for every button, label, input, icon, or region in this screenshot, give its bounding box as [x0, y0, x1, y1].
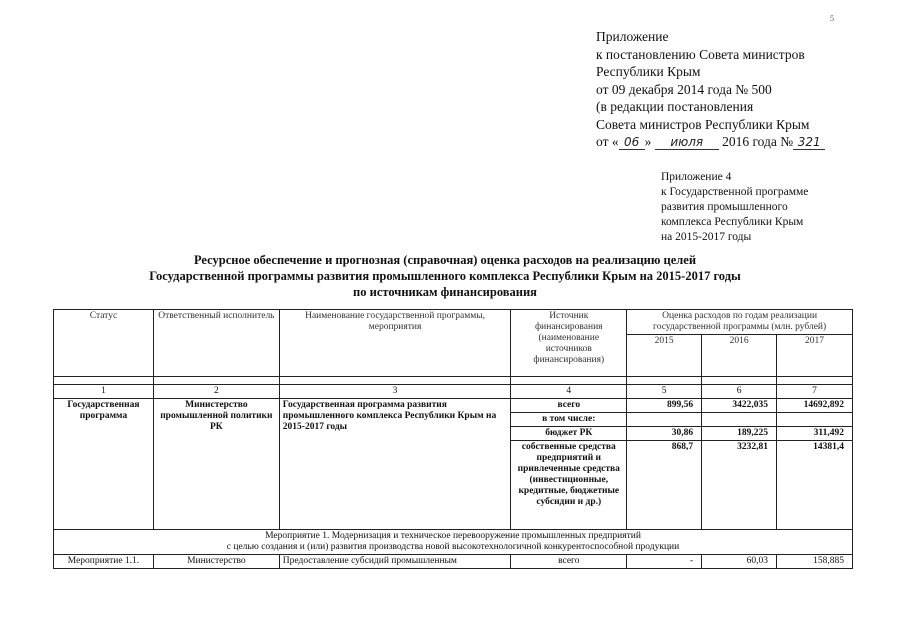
value-2015: 30,86 [627, 427, 702, 441]
value-2016: 3232,81 [702, 441, 777, 530]
column-number: 3 [279, 385, 511, 399]
value-2017 [777, 413, 853, 427]
spacer-cell [279, 377, 511, 385]
header-row [54, 310, 853, 335]
source-cell: собственные средства предприятий и привлеченные средства (инвестиционные, кредитные, бюджетные субсидии и др.) [511, 441, 627, 530]
spacer-cell [511, 377, 627, 385]
measure-name: Предоставление субсидий промышленным [279, 555, 511, 569]
handwritten-number: 321 [793, 135, 825, 150]
attachment-4-line: развития промышленного [661, 201, 788, 213]
program-status: Государственная программа [54, 399, 154, 530]
header-executor: Ответственный исполнитель [153, 310, 279, 377]
column-number-row [54, 385, 853, 399]
title-line-3: по источникам финансирования [353, 285, 537, 299]
header-year-2017: 2017 [777, 335, 853, 377]
page-number: 5 [830, 14, 834, 23]
source-cell: в том числе: [511, 413, 627, 427]
header-status: Статус [54, 310, 154, 377]
source-cell: всего [511, 399, 627, 413]
column-number: 1 [54, 385, 154, 399]
measure-heading-row [54, 530, 853, 555]
measure-heading [54, 530, 853, 555]
value-2015 [627, 413, 702, 427]
attachment-4-line: на 2015-2017 годы [661, 231, 752, 243]
value-2016: 60,03 [702, 555, 777, 569]
value-2015: 899,56 [627, 399, 702, 413]
measure-status: Мероприятие 1.1. [54, 555, 154, 569]
value-2017: 311,492 [777, 427, 853, 441]
value-2017: 14381,4 [777, 441, 853, 530]
attachment-main-line: к постановлению Совета министров [596, 46, 805, 62]
attachment-main [596, 28, 896, 151]
source-cell: всего [511, 555, 627, 569]
value-2017: 158,885 [777, 555, 853, 569]
header-source: Источник финансирования (наименование источников финансирования) [511, 310, 627, 377]
header-year-2016: 2016 [702, 335, 777, 377]
date-mid: » [644, 134, 655, 149]
attachment-main-line: от 09 декабря 2014 года № 500 [596, 81, 772, 97]
spacer-cell [627, 377, 702, 385]
title-line-2: Государственной программы развития промышленного комплекса Республики Крым на 2015-2017 годы [149, 269, 741, 283]
source-cell: бюджет РК [511, 427, 627, 441]
spacer-cell [153, 377, 279, 385]
column-number: 6 [702, 385, 777, 399]
value-2016 [702, 413, 777, 427]
measure-executor: Министерство [153, 555, 279, 569]
attachment-main-line: (в редакции постановления [596, 99, 754, 114]
header-name: Наименование государственной программы, мероприятия [279, 310, 511, 377]
column-number: 5 [627, 385, 702, 399]
spacer-cell [54, 377, 154, 385]
spacer-cell [777, 377, 853, 385]
amendment-date-line [596, 133, 896, 151]
attachment-4-line: комплекса Республики Крым [661, 216, 804, 228]
program-row-total [54, 399, 853, 413]
document-title [120, 252, 770, 300]
title-line-1: Ресурсное обеспечение и прогнозная (справочная) оценка расходов на реализацию целей [193, 253, 697, 267]
value-2015: 868,7 [627, 441, 702, 530]
attachment-main-line: Совета министров Республики Крым [596, 116, 810, 132]
handwritten-day: 06 [619, 135, 645, 150]
header-estimate: Оценка расходов по годам реализации государственной программы (млн. рублей) [627, 310, 853, 335]
header-year-2015: 2015 [627, 335, 702, 377]
attachment-4-line: к Государственной программе [661, 186, 809, 198]
column-number: 2 [153, 385, 279, 399]
measure-row [54, 555, 853, 569]
measure-heading-line-2: с целью создания и (или) развития производства новой высокотехнологичной конкурентоспособной продукции [226, 542, 680, 552]
value-2015: - [627, 555, 702, 569]
header-spacer-row [54, 377, 853, 385]
program-name: Государственная программа развития промышленного комплекса Республики Крым на 2015-2017 годы [279, 399, 511, 530]
measure-heading-line-1: Мероприятие 1. Модернизация и техническое перевооружение промышленных предприятий [265, 531, 641, 541]
date-year-text: 2016 года № [718, 134, 794, 149]
attachment-main-line: Республики Крым [596, 64, 701, 79]
date-prefix: от « [596, 134, 619, 149]
handwritten-month: июля [655, 135, 719, 150]
attachment-main-line: Приложение [596, 29, 669, 44]
attachment-4-line: Приложение 4 [661, 171, 732, 183]
value-2017: 14692,892 [777, 399, 853, 413]
value-2016: 189,225 [702, 427, 777, 441]
value-2016: 3422,035 [702, 399, 777, 413]
spacer-cell [702, 377, 777, 385]
program-executor: Министерство промышленной политики РК [153, 399, 279, 530]
resource-table [53, 309, 853, 569]
column-number: 4 [511, 385, 627, 399]
column-number: 7 [777, 385, 853, 399]
attachment-4 [661, 170, 896, 245]
